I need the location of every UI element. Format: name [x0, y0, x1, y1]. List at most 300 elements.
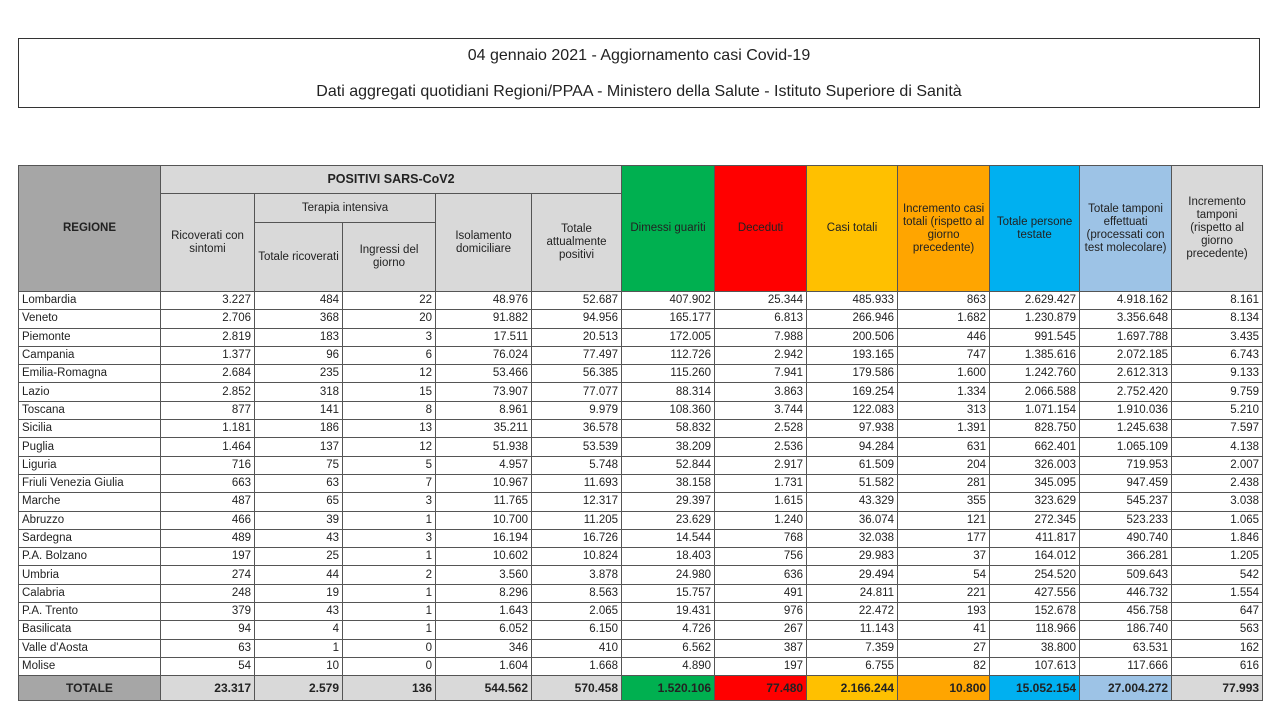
data-cell: 542 [1172, 566, 1263, 584]
data-cell: 1.334 [898, 383, 990, 401]
region-name: Puglia [19, 438, 161, 456]
data-cell: 164.012 [990, 548, 1080, 566]
data-cell: 3 [343, 529, 436, 547]
data-cell: 25.344 [715, 292, 807, 310]
data-cell: 991.545 [990, 328, 1080, 346]
data-cell: 1.643 [436, 603, 532, 621]
region-name: Sardegna [19, 529, 161, 547]
data-cell: 355 [898, 493, 990, 511]
data-cell: 10.700 [436, 511, 532, 529]
region-name: Sicilia [19, 420, 161, 438]
data-cell: 235 [255, 365, 343, 383]
data-cell: 2.612.313 [1080, 365, 1172, 383]
data-cell: 4.726 [622, 621, 715, 639]
data-cell: 7.941 [715, 365, 807, 383]
total-cell: 570.458 [532, 676, 622, 701]
data-cell: 1.682 [898, 310, 990, 328]
table-row [19, 328, 1263, 346]
data-cell: 19.431 [622, 603, 715, 621]
data-cell: 4.918.162 [1080, 292, 1172, 310]
total-cell: 77.480 [715, 676, 807, 701]
data-cell: 121 [898, 511, 990, 529]
data-cell: 10 [255, 657, 343, 675]
data-cell: 11.205 [532, 511, 622, 529]
data-cell: 6.562 [622, 639, 715, 657]
data-cell: 91.882 [436, 310, 532, 328]
data-cell: 23.629 [622, 511, 715, 529]
data-cell: 1.464 [161, 438, 255, 456]
header-totale-ricoverati: Totale ricoverati [255, 223, 343, 292]
total-cell: 136 [343, 676, 436, 701]
data-cell: 97.938 [807, 420, 898, 438]
data-cell: 162 [1172, 639, 1263, 657]
total-cell: TOTALE [19, 676, 161, 701]
table-row [19, 657, 1263, 675]
data-cell: 2.438 [1172, 474, 1263, 492]
header-incremento-casi: Incremento casi totali (rispetto al giorno precedente) [898, 166, 990, 292]
data-cell: 88.314 [622, 383, 715, 401]
header-persone-testate: Totale persone testate [990, 166, 1080, 292]
data-cell: 38.209 [622, 438, 715, 456]
data-cell: 616 [1172, 657, 1263, 675]
data-cell: 368 [255, 310, 343, 328]
data-cell: 82 [898, 657, 990, 675]
table-row [19, 493, 1263, 511]
data-cell: 11.765 [436, 493, 532, 511]
data-cell: 2.852 [161, 383, 255, 401]
data-cell: 487 [161, 493, 255, 511]
totals-row [19, 676, 1263, 701]
data-cell: 272.345 [990, 511, 1080, 529]
data-cell: 3.744 [715, 401, 807, 419]
data-cell: 19 [255, 584, 343, 602]
data-cell: 65 [255, 493, 343, 511]
data-cell: 1.181 [161, 420, 255, 438]
data-cell: 197 [161, 548, 255, 566]
table-row [19, 529, 1263, 547]
data-cell: 1 [343, 603, 436, 621]
data-cell: 122.083 [807, 401, 898, 419]
data-cell: 3.038 [1172, 493, 1263, 511]
header-positivi: POSITIVI SARS-CoV2 [161, 166, 622, 194]
data-cell: 563 [1172, 621, 1263, 639]
data-cell: 115.260 [622, 365, 715, 383]
data-cell: 52.687 [532, 292, 622, 310]
region-name: Calabria [19, 584, 161, 602]
data-cell: 427.556 [990, 584, 1080, 602]
data-cell: 6.052 [436, 621, 532, 639]
data-cell: 1.071.154 [990, 401, 1080, 419]
data-cell: 2.684 [161, 365, 255, 383]
data-cell: 2.942 [715, 346, 807, 364]
data-cell: 266.946 [807, 310, 898, 328]
region-name: Basilicata [19, 621, 161, 639]
region-name: Toscana [19, 401, 161, 419]
data-cell: 73.907 [436, 383, 532, 401]
data-cell: 183 [255, 328, 343, 346]
region-name: P.A. Trento [19, 603, 161, 621]
data-cell: 411.817 [990, 529, 1080, 547]
total-cell: 2.166.244 [807, 676, 898, 701]
region-name: Valle d'Aosta [19, 639, 161, 657]
data-cell: 16.194 [436, 529, 532, 547]
data-cell: 947.459 [1080, 474, 1172, 492]
data-cell: 3.878 [532, 566, 622, 584]
data-cell: 4.957 [436, 456, 532, 474]
data-cell: 43.329 [807, 493, 898, 511]
total-cell: 27.004.272 [1080, 676, 1172, 701]
data-cell: 108.360 [622, 401, 715, 419]
region-name: Marche [19, 493, 161, 511]
data-cell: 647 [1172, 603, 1263, 621]
data-cell: 466 [161, 511, 255, 529]
total-cell: 77.993 [1172, 676, 1263, 701]
data-cell: 76.024 [436, 346, 532, 364]
data-cell: 4.138 [1172, 438, 1263, 456]
data-cell: 61.509 [807, 456, 898, 474]
data-cell: 281 [898, 474, 990, 492]
data-cell: 18.403 [622, 548, 715, 566]
data-cell: 719.953 [1080, 456, 1172, 474]
data-cell: 53.466 [436, 365, 532, 383]
table-row [19, 584, 1263, 602]
data-cell: 24.811 [807, 584, 898, 602]
data-cell: 254.520 [990, 566, 1080, 584]
data-cell: 51.938 [436, 438, 532, 456]
table-row [19, 346, 1263, 364]
report-title: 04 gennaio 2021 - Aggiornamento casi Covid-19 [467, 47, 811, 64]
data-cell: 8.296 [436, 584, 532, 602]
table-row [19, 420, 1263, 438]
data-cell: 12 [343, 365, 436, 383]
data-cell: 22 [343, 292, 436, 310]
data-cell: 387 [715, 639, 807, 657]
data-cell: 636 [715, 566, 807, 584]
header-tamponi: Totale tamponi effettuati (processati con test molecolare) [1080, 166, 1172, 292]
data-cell: 2.065 [532, 603, 622, 621]
data-cell: 1.065 [1172, 511, 1263, 529]
region-name: Piemonte [19, 328, 161, 346]
header-totale-positivi: Totale attualmente positivi [532, 194, 622, 292]
data-cell: 1 [343, 621, 436, 639]
data-cell: 27 [898, 639, 990, 657]
data-cell: 0 [343, 639, 436, 657]
data-cell: 509.643 [1080, 566, 1172, 584]
data-cell: 2.917 [715, 456, 807, 474]
data-cell: 716 [161, 456, 255, 474]
data-cell: 828.750 [990, 420, 1080, 438]
data-cell: 1.385.616 [990, 346, 1080, 364]
data-cell: 43 [255, 529, 343, 547]
data-cell: 44 [255, 566, 343, 584]
data-cell: 43 [255, 603, 343, 621]
data-cell: 456.758 [1080, 603, 1172, 621]
header-isolamento: Isolamento domiciliare [436, 194, 532, 292]
data-cell: 7.597 [1172, 420, 1263, 438]
data-cell: 2.072.185 [1080, 346, 1172, 364]
data-cell: 267 [715, 621, 807, 639]
data-cell: 9.759 [1172, 383, 1263, 401]
region-name: Emilia-Romagna [19, 365, 161, 383]
data-cell: 52.844 [622, 456, 715, 474]
data-cell: 53.539 [532, 438, 622, 456]
table-row [19, 292, 1263, 310]
data-cell: 17.511 [436, 328, 532, 346]
total-cell: 10.800 [898, 676, 990, 701]
data-cell: 117.666 [1080, 657, 1172, 675]
data-cell: 94 [161, 621, 255, 639]
data-cell: 379 [161, 603, 255, 621]
data-cell: 54 [898, 566, 990, 584]
region-name: Molise [19, 657, 161, 675]
data-cell: 25 [255, 548, 343, 566]
data-cell: 6.743 [1172, 346, 1263, 364]
data-cell: 63 [161, 639, 255, 657]
data-cell: 16.726 [532, 529, 622, 547]
data-cell: 35.211 [436, 420, 532, 438]
table-row [19, 438, 1263, 456]
data-cell: 1.245.638 [1080, 420, 1172, 438]
data-cell: 3.863 [715, 383, 807, 401]
data-cell: 107.613 [990, 657, 1080, 675]
data-cell: 5.210 [1172, 401, 1263, 419]
data-cell: 51.582 [807, 474, 898, 492]
data-cell: 177 [898, 529, 990, 547]
data-cell: 2.629.427 [990, 292, 1080, 310]
data-cell: 8.563 [532, 584, 622, 602]
data-cell: 0 [343, 657, 436, 675]
data-cell: 3.227 [161, 292, 255, 310]
data-cell: 2.706 [161, 310, 255, 328]
data-cell: 1.604 [436, 657, 532, 675]
report-subtitle: Dati aggregati quotidiani Regioni/PPAA - Ministero della Salute - Istituto Superiore di Sanità [316, 83, 962, 100]
total-cell: 15.052.154 [990, 676, 1080, 701]
data-cell: 8 [343, 401, 436, 419]
data-cell: 768 [715, 529, 807, 547]
data-cell: 7.988 [715, 328, 807, 346]
data-cell: 485.933 [807, 292, 898, 310]
data-cell: 172.005 [622, 328, 715, 346]
table-row [19, 603, 1263, 621]
data-cell: 274 [161, 566, 255, 584]
data-cell: 407.902 [622, 292, 715, 310]
data-cell: 221 [898, 584, 990, 602]
data-cell: 1.240 [715, 511, 807, 529]
data-cell: 326.003 [990, 456, 1080, 474]
data-cell: 1.846 [1172, 529, 1263, 547]
region-name: Veneto [19, 310, 161, 328]
data-cell: 137 [255, 438, 343, 456]
data-cell: 56.385 [532, 365, 622, 383]
data-cell: 491 [715, 584, 807, 602]
data-cell: 366.281 [1080, 548, 1172, 566]
data-cell: 1 [343, 511, 436, 529]
data-cell: 118.966 [990, 621, 1080, 639]
data-cell: 58.832 [622, 420, 715, 438]
data-cell: 165.177 [622, 310, 715, 328]
data-cell: 77.077 [532, 383, 622, 401]
data-cell: 1.615 [715, 493, 807, 511]
table-row [19, 456, 1263, 474]
data-cell: 2.536 [715, 438, 807, 456]
data-cell: 10.967 [436, 474, 532, 492]
data-cell: 7.359 [807, 639, 898, 657]
data-cell: 12 [343, 438, 436, 456]
data-cell: 1.910.036 [1080, 401, 1172, 419]
data-cell: 13 [343, 420, 436, 438]
data-cell: 756 [715, 548, 807, 566]
data-cell: 15.757 [622, 584, 715, 602]
data-cell: 2.007 [1172, 456, 1263, 474]
data-cell: 1.242.760 [990, 365, 1080, 383]
total-cell: 1.520.106 [622, 676, 715, 701]
data-cell: 2.819 [161, 328, 255, 346]
region-name: Umbria [19, 566, 161, 584]
data-cell: 323.629 [990, 493, 1080, 511]
data-cell: 1.391 [898, 420, 990, 438]
data-cell: 8.161 [1172, 292, 1263, 310]
data-cell: 523.233 [1080, 511, 1172, 529]
data-cell: 38.158 [622, 474, 715, 492]
data-cell: 41 [898, 621, 990, 639]
table-row [19, 365, 1263, 383]
covid-data-table [18, 165, 1263, 701]
data-cell: 54 [161, 657, 255, 675]
data-cell: 1.205 [1172, 548, 1263, 566]
data-cell: 318 [255, 383, 343, 401]
data-cell: 2.752.420 [1080, 383, 1172, 401]
data-cell: 345.095 [990, 474, 1080, 492]
header-terapia: Terapia intensiva [255, 194, 436, 223]
table-row [19, 310, 1263, 328]
data-cell: 38.800 [990, 639, 1080, 657]
title-box [18, 38, 1260, 108]
data-cell: 8.134 [1172, 310, 1263, 328]
data-cell: 75 [255, 456, 343, 474]
header-casi-totali: Casi totali [807, 166, 898, 292]
data-cell: 3.560 [436, 566, 532, 584]
data-cell: 484 [255, 292, 343, 310]
data-cell: 29.494 [807, 566, 898, 584]
data-cell: 490.740 [1080, 529, 1172, 547]
data-cell: 1 [343, 584, 436, 602]
table-row [19, 639, 1263, 657]
data-cell: 313 [898, 401, 990, 419]
header-ricoverati: Ricoverati con sintomi [161, 194, 255, 292]
data-cell: 6.813 [715, 310, 807, 328]
data-cell: 14.544 [622, 529, 715, 547]
region-name: P.A. Bolzano [19, 548, 161, 566]
data-cell: 77.497 [532, 346, 622, 364]
data-cell: 141 [255, 401, 343, 419]
data-cell: 96 [255, 346, 343, 364]
data-cell: 1.731 [715, 474, 807, 492]
data-cell: 112.726 [622, 346, 715, 364]
data-cell: 36.074 [807, 511, 898, 529]
data-cell: 39 [255, 511, 343, 529]
data-cell: 200.506 [807, 328, 898, 346]
data-cell: 346 [436, 639, 532, 657]
data-cell: 5 [343, 456, 436, 474]
data-cell: 22.472 [807, 603, 898, 621]
data-cell: 15 [343, 383, 436, 401]
data-cell: 6.755 [807, 657, 898, 675]
data-cell: 863 [898, 292, 990, 310]
data-cell: 12.317 [532, 493, 622, 511]
data-cell: 8.961 [436, 401, 532, 419]
header-incremento-tamponi: Incremento tamponi (rispetto al giorno precedente) [1172, 166, 1263, 292]
data-cell: 1.600 [898, 365, 990, 383]
data-cell: 193.165 [807, 346, 898, 364]
region-name: Liguria [19, 456, 161, 474]
data-cell: 9.979 [532, 401, 622, 419]
data-cell: 48.976 [436, 292, 532, 310]
data-cell: 20.513 [532, 328, 622, 346]
header-regione: REGIONE [19, 166, 161, 292]
table-row [19, 511, 1263, 529]
data-cell: 2.528 [715, 420, 807, 438]
data-cell: 11.693 [532, 474, 622, 492]
data-cell: 3.356.648 [1080, 310, 1172, 328]
data-cell: 1 [343, 548, 436, 566]
data-cell: 186 [255, 420, 343, 438]
table-row [19, 548, 1263, 566]
data-cell: 6.150 [532, 621, 622, 639]
header-deceduti: Deceduti [715, 166, 807, 292]
data-cell: 663 [161, 474, 255, 492]
data-cell: 662.401 [990, 438, 1080, 456]
data-cell: 446 [898, 328, 990, 346]
data-cell: 877 [161, 401, 255, 419]
data-cell: 10.824 [532, 548, 622, 566]
region-name: Lazio [19, 383, 161, 401]
data-cell: 10.602 [436, 548, 532, 566]
data-cell: 3 [343, 493, 436, 511]
data-cell: 63 [255, 474, 343, 492]
data-cell: 976 [715, 603, 807, 621]
data-cell: 3.435 [1172, 328, 1263, 346]
data-cell: 446.732 [1080, 584, 1172, 602]
data-cell: 9.133 [1172, 365, 1263, 383]
data-cell: 179.586 [807, 365, 898, 383]
data-cell: 410 [532, 639, 622, 657]
table-row [19, 566, 1263, 584]
data-cell: 248 [161, 584, 255, 602]
data-cell: 1.697.788 [1080, 328, 1172, 346]
data-cell: 7 [343, 474, 436, 492]
data-cell: 2.066.588 [990, 383, 1080, 401]
data-cell: 204 [898, 456, 990, 474]
data-cell: 94.956 [532, 310, 622, 328]
data-cell: 32.038 [807, 529, 898, 547]
data-cell: 489 [161, 529, 255, 547]
data-cell: 186.740 [1080, 621, 1172, 639]
data-cell: 94.284 [807, 438, 898, 456]
data-cell: 29.983 [807, 548, 898, 566]
data-cell: 1.230.879 [990, 310, 1080, 328]
data-cell: 4.890 [622, 657, 715, 675]
data-cell: 169.254 [807, 383, 898, 401]
data-cell: 20 [343, 310, 436, 328]
data-cell: 1.065.109 [1080, 438, 1172, 456]
total-cell: 544.562 [436, 676, 532, 701]
total-cell: 23.317 [161, 676, 255, 701]
data-cell: 2 [343, 566, 436, 584]
data-cell: 193 [898, 603, 990, 621]
data-cell: 24.980 [622, 566, 715, 584]
region-name: Abruzzo [19, 511, 161, 529]
data-cell: 1.554 [1172, 584, 1263, 602]
